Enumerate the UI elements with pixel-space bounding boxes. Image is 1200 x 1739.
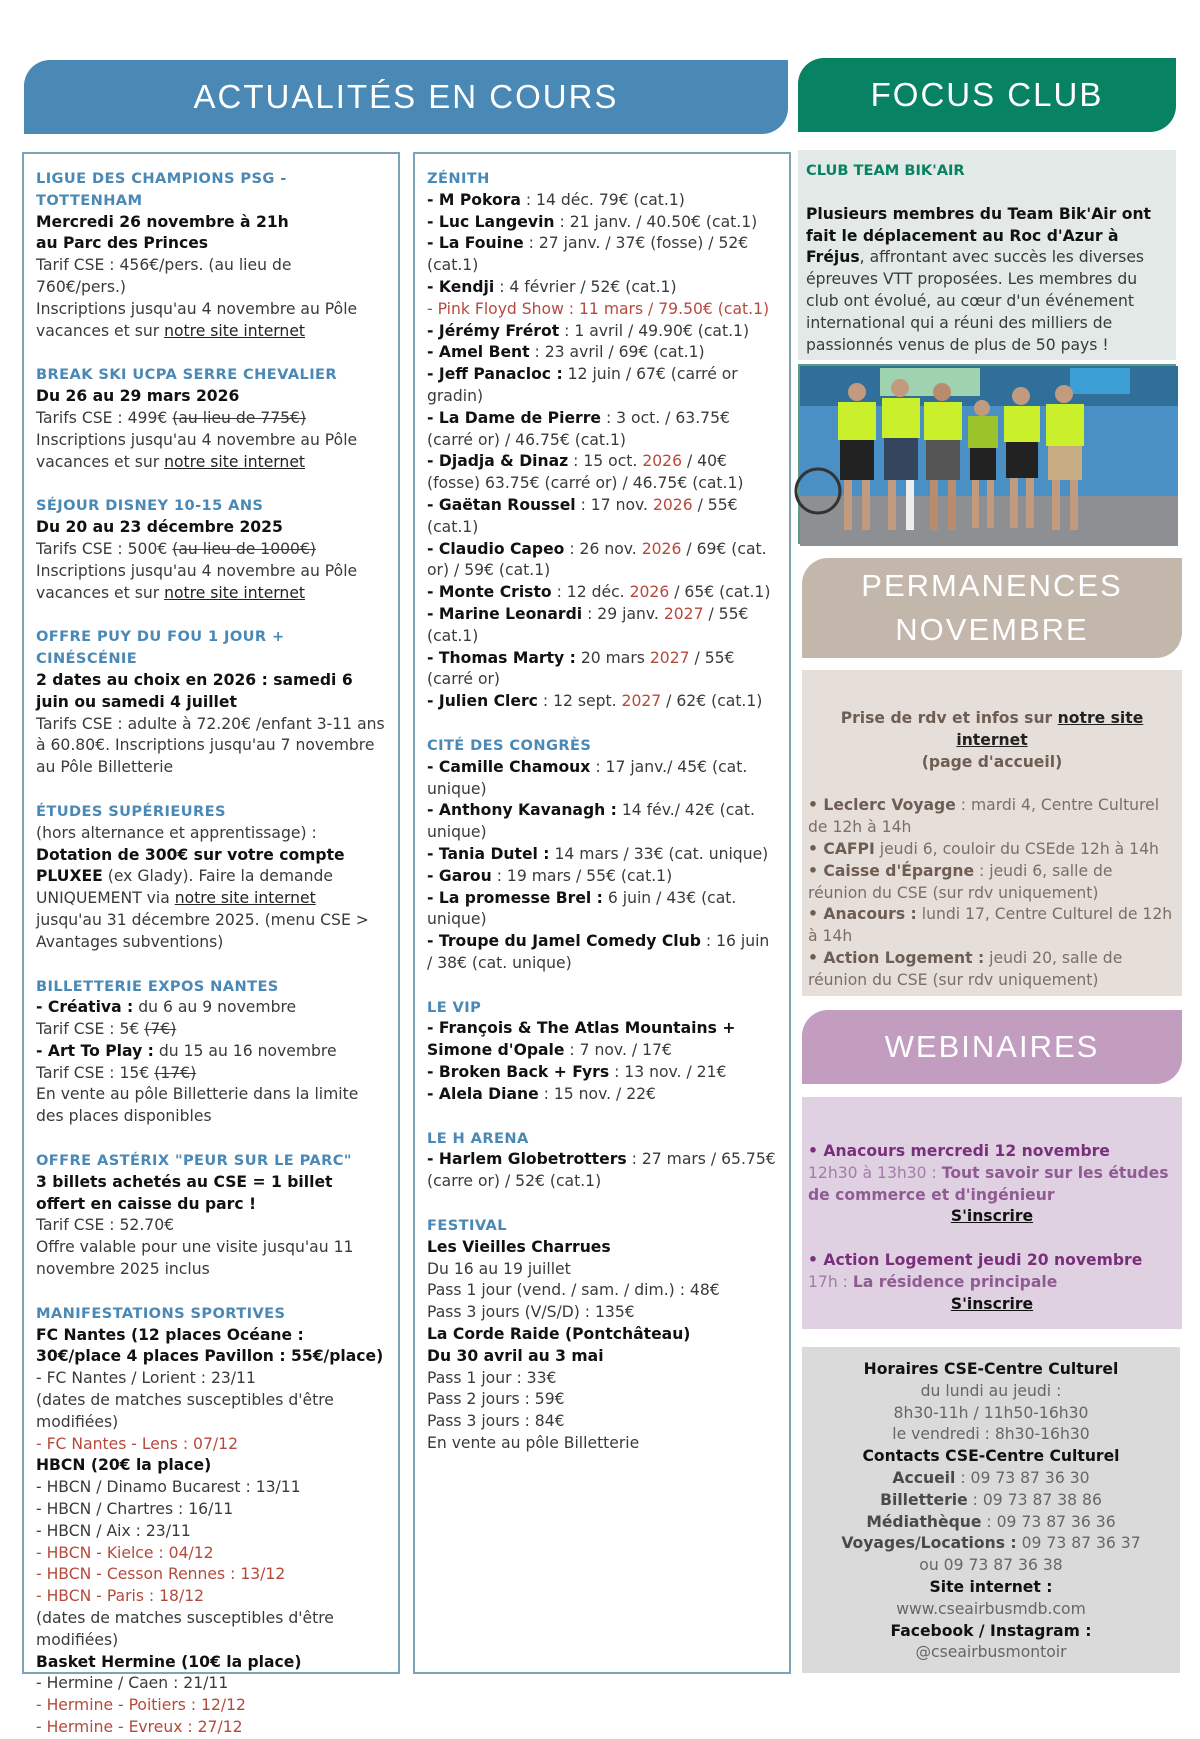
show-name: - Anthony Kavanagh : [427,801,617,820]
club-title: CLUB TEAM BIK'AIR [806,162,965,179]
show-item [427,299,777,321]
show-details: / 40€ (fosse) 63.75€ (carré or) / 46.75€ (cat.1) [427,452,744,493]
festival-pass: Pass 1 jour (vend. / sam. / dim.) : 48€ [427,1281,720,1300]
show-year: 2026 [642,452,682,471]
webinaires-list [808,1141,1176,1316]
show-details: : 12 sept. [537,692,622,711]
show-item [427,408,777,452]
show-details: : 26 nov. [564,539,642,558]
show-name: - M Pokora [427,190,521,209]
header-webinaires [802,1010,1182,1084]
show-name: - Troupe du Jamel Comedy Club [427,932,701,951]
details-text: (ex Glady). Faire la demande UNIQUEMENT via [36,867,333,908]
show-item [427,212,777,234]
show-name: - Alela Diane [427,1084,539,1103]
show-year: 2026 [652,495,693,514]
hours-title: Horaires CSE-Centre Culturel [863,1360,1119,1378]
permanences-box [802,670,1182,996]
festival-note: En vente au pôle Billetterie [427,1434,640,1453]
register-link[interactable]: S'inscrire [950,1207,1034,1226]
show-name: - Claudio Capeo [427,539,565,558]
match-note: (dates de matches susceptibles d'être modifiées) [36,1391,334,1431]
match-note: (dates de matches susceptibles d'être modifiées) [36,1609,334,1649]
news-column-1 [22,152,400,1736]
festival-pass: Pass 2 jours : 59€ [427,1390,565,1409]
social-handle[interactable]: @cseairbusmontoir [915,1643,1067,1662]
webinar-title: • Action Logement jeudi 20 novembre [808,1251,1143,1270]
match-item: - Hermine / Caen : 21/11 [36,1674,229,1693]
section-vip [427,997,777,1106]
section-title: CITÉ DES CONGRÈS [427,736,592,754]
show-details: : 15 oct. [568,452,643,471]
section-festival [427,1215,777,1455]
permanence-name: • Anacours : [808,905,917,924]
match-item: - HBCN / Chartres : 16/11 [36,1500,234,1519]
section-zenith [427,168,777,713]
match-item: - HBCN - Kielce : 04/12 [36,1543,214,1562]
festival-dates: Du 16 au 19 juillet [427,1259,571,1278]
permanence-details: jeudi 20, salle de réunion du CSE (sur rdv uniquement) [808,948,1123,989]
congres-list [427,757,777,975]
team-heading: FC Nantes (12 places Océane : 30€/place 4 places Pavillon : 55€/place) [36,1325,384,1366]
show-item [427,800,777,844]
show-details: : 17 janv./ 45€ (cat. unique) [427,757,748,798]
site-title: Site internet : [929,1577,1053,1596]
header-permanences-line2: NOVEMBRE [895,612,1089,647]
show-year: 2027 [663,604,704,623]
show-details: / 55€ (cat.1) [427,604,749,645]
show-details: : 14 déc. 79€ (cat.1) [520,190,685,209]
old-price: (au lieu de 775€) [172,408,307,427]
event-price: Tarifs CSE : 500€ [36,539,173,558]
event-subtitle: (hors alternance et apprentissage) : [36,823,317,842]
offer-text: 3 billets achetés au CSE = 1 billet offert en caisse du parc ! [36,1172,333,1213]
show-item [427,495,777,539]
site-link[interactable]: notre site internet [174,889,316,908]
event-date: Mercredi 26 novembre à 21h [36,212,289,231]
show-name: - Gaëtan Roussel [427,495,576,514]
permanence-item [808,948,1176,992]
event-price: Tarif CSE : 456€/pers. (au lieu de 760€/pers.) [36,256,292,296]
show-details: 6 juin / 43€ (cat. unique) [427,888,737,929]
details-text: jusqu'au 31 décembre 2025. (menu CSE > Avantages subventions) [36,910,369,951]
contact-phone: ou 09 73 87 36 38 [919,1556,1063,1575]
event-details: Tarifs CSE : adulte à 72.20€ /enfant 3-11 ans à 60.80€. Inscriptions jusqu'au 7 novembre au Pôle Billetterie [36,714,385,777]
event-place: au Parc des Princes [36,234,209,253]
show-name: - Tania Dutel : [427,844,550,863]
show-item [427,1062,777,1084]
contact-label: Accueil [892,1468,956,1487]
team-photo [798,364,1176,544]
contact-phone: : 09 73 87 36 30 [955,1468,1090,1487]
register-link[interactable]: S'inscrire [950,1294,1034,1313]
event-date: Du 20 au 23 décembre 2025 [36,518,283,537]
show-name: - François & The Atlas Mountains + Simone d'Opale [427,1019,736,1060]
match-item: - Hermine - Evreux : 27/12 [36,1718,243,1736]
show-details: : 7 nov. / 17€ [564,1041,672,1060]
show-item [427,844,777,866]
contacts-title: Contacts CSE-Centre Culturel [862,1447,1120,1466]
site-link[interactable]: notre site internet [164,452,306,471]
permanence-details: jeudi 6, couloir du CSEde 12h à 14h [874,839,1159,858]
site-link[interactable]: notre site internet [956,709,1144,749]
show-name: - Thomas Marty : [427,648,576,667]
section-title: OFFRE PUY DU FOU 1 JOUR + CINÉSCÉNIE [36,628,285,668]
webinar-title: • Anacours mercredi 12 novembre [808,1142,1110,1160]
show-item [427,1084,777,1106]
show-name: - Marine Leonardi [427,604,583,623]
permanence-item [808,861,1176,905]
show-name: - Camille Chamoux [427,757,591,776]
contact-phone: 09 73 87 36 37 [1016,1534,1141,1553]
show-details: : 23 avril / 69€ (cat.1) [529,343,705,362]
show-details: : 4 février / 52€ (cat.1) [494,277,677,296]
section-title: BILLETTERIE EXPOS NANTES [36,977,279,995]
intro-text: Prise de rdv et infos sur [840,709,1058,727]
show-item [427,539,777,583]
match-item: - HBCN / Dinamo Bucarest : 13/11 [36,1478,301,1497]
section-title: LE H ARENA [427,1129,529,1147]
webinar-item [808,1141,1176,1228]
show-details: 14 fév./ 42€ (cat. unique) [427,801,755,842]
show-item [427,604,777,648]
contact-phone: : 09 73 87 36 36 [981,1512,1116,1531]
expo-name: - Art To Play : [36,1041,154,1060]
show-details: : 29 janv. [582,604,664,623]
section-title: ZÉNITH [427,170,490,187]
old-price: (7€) [144,1020,177,1039]
show-details: : 12 déc. [551,583,630,602]
expo-date: du 15 au 16 novembre [153,1041,337,1060]
club-text: , affrontant avec succès les diverses épreuves VTT proposées. Les membres du club ont évolué, au cœur d'un événement international qui a réuni des milliers de passionnés venus de plus de 50 pays ! [806,248,1145,354]
section-asterix [36,1150,386,1281]
section-title: MANIFESTATIONS SPORTIVES [36,1304,286,1322]
show-name: - Julien Clerc [427,692,538,711]
section-title: LIGUE DES CHAMPIONS PSG - TOTTENHAM [36,170,287,209]
expo-price: Tarif CSE : 5€ [36,1020,145,1039]
header-focus-club [798,58,1176,132]
dotation-text: Dotation de 300€ sur votre compte PLUXEE [36,845,345,886]
header-focus-title: FOCUS CLUB [870,76,1104,113]
header-permanences-line1: PERMANENCES [861,568,1123,603]
webinar-item [808,1250,1176,1315]
show-details: 12 juin / 67€ (carré or gradin) [427,365,738,405]
show-details: 20 mars [575,648,650,667]
team-heading: Basket Hermine (10€ la place) [36,1652,302,1671]
show-item [427,321,777,343]
match-item: - HBCN - Cesson Rennes : 13/12 [36,1565,286,1584]
webinar-subject: Tout savoir sur les études de commerce et d'ingénieur [808,1163,1169,1204]
show-details: - Pink Floyd Show : 11 mars / 79.50€ (cat.1) [427,299,770,318]
webinaires-box [802,1097,1182,1329]
show-item [427,866,777,888]
show-details: / 62€ (cat.1) [661,692,763,711]
show-item [427,342,777,364]
show-year: 2027 [621,692,662,711]
header-actualites [24,60,788,134]
permanence-item [808,795,1176,839]
show-name: - Kendji [427,277,495,296]
contact-label: Voyages/Locations : [841,1534,1017,1553]
show-details: : 15 nov. / 22€ [538,1084,656,1103]
show-year: 2026 [629,583,670,602]
hours-line: 8h30-11h / 11h50-16h30 [893,1403,1089,1422]
section-disney [36,495,386,604]
event-price: Tarif CSE : 52.70€ [36,1216,175,1235]
old-price: (17€) [154,1063,197,1082]
site-link[interactable]: notre site internet [164,321,306,340]
permanences-list [808,795,1176,991]
show-item [427,451,777,495]
match-item: - Hermine - Poitiers : 12/12 [36,1696,246,1715]
show-details: : 17 nov. [575,495,653,514]
show-name: - La promesse Brel : [427,888,603,907]
intro-text: (page d'accueil) [921,752,1063,771]
expo-note: En vente au pôle Billetterie dans la limite des places disponibles [36,1085,359,1126]
section-title: ÉTUDES SUPÉRIEURES [36,802,226,820]
webinar-details [808,1272,1176,1294]
show-details: 14 mars / 33€ (cat. unique) [549,844,769,863]
show-item [427,691,777,713]
show-details: / 65€ (cat.1) [669,583,771,602]
event-date: Du 26 au 29 mars 2026 [36,387,240,406]
news-column-2 [413,152,791,1674]
show-name: - Broken Back + Fyrs [427,1063,610,1082]
show-name: - Harlem Globetrotters [427,1150,627,1169]
section-title: LE VIP [427,998,482,1016]
match-item: - HBCN - Paris : 18/12 [36,1587,205,1606]
show-item [427,757,777,801]
header-permanences [802,558,1182,658]
show-name: - Garou [427,866,492,885]
site-url[interactable]: www.cseairbusmdb.com [896,1599,1086,1618]
section-title: BREAK SKI UCPA SERRE CHEVALIER [36,366,338,384]
section-ski [36,364,386,473]
match-item: - FC Nantes - Lens : 07/12 [36,1434,238,1453]
show-details: : 27 janv. / 37€ (fosse) / 52€ (cat.1) [427,234,749,275]
show-details: : 1 avril / 49.90€ (cat.1) [559,321,750,340]
event-price: Tarifs CSE : 499€ [36,408,173,427]
section-expos [36,976,386,1129]
social-title: Facebook / Instagram : [890,1621,1092,1640]
section-sports [36,1303,386,1739]
show-name: - Jeff Panacloc : [427,365,563,384]
show-name: - Jérémy Frérot [427,321,560,340]
section-puydufou [36,626,386,779]
inscription-text: Inscriptions jusqu'au 4 novembre au Pôle vacances et sur [36,561,358,602]
festival-pass: Pass 1 jour : 33€ [427,1368,557,1387]
contact-label: Billetterie [880,1490,968,1509]
contact-label: Médiathèque [866,1512,982,1531]
show-item [427,931,777,975]
team-photo-image [800,366,1178,546]
show-details: / 69€ (cat. or) / 59€ (cat.1) [427,539,767,580]
show-item [427,648,777,692]
show-details: : 21 janv. / 40.50€ (cat.1) [554,212,758,231]
hours-line: du lundi au jeudi : [920,1381,1062,1400]
vip-list [427,1018,777,1105]
permanence-name: • Action Logement : [808,948,985,967]
header-webinaires-title: WEBINAIRES [884,1029,1100,1064]
festival-name: La Corde Raide (Pontchâteau) [427,1325,691,1344]
permanence-name: • CAFPI [808,839,875,858]
show-details: : 13 nov. / 21€ [609,1063,727,1082]
match-item: - FC Nantes / Lorient : 23/11 [36,1369,256,1388]
section-title: FESTIVAL [427,1217,507,1235]
permanence-name: • Caisse d'Épargne [808,861,975,880]
event-date: 2 dates au choix en 2026 : samedi 6 juin ou samedi 4 juillet [36,670,353,711]
show-item [427,233,777,277]
webinar-time: 12h30 à 13h30 : [808,1163,942,1182]
permanence-item [808,904,1176,948]
section-title: SÉJOUR DISNEY 10-15 ANS [36,497,264,515]
show-item [427,888,777,932]
festival-pass: Pass 3 jours : 84€ [427,1412,565,1431]
permanence-name: • Leclerc Voyage [808,796,956,815]
contact-info-box [802,1347,1180,1673]
show-item [427,364,777,408]
permanence-details: : mardi 4, Centre Culturel de 12h à 14h [808,796,1160,837]
zenith-list [427,190,777,713]
old-price: (au lieu de 1000€) [172,539,316,558]
show-details: / 55€ (cat.1) [427,495,738,536]
expo-price: Tarif CSE : 15€ [36,1063,155,1082]
show-item [427,1018,777,1062]
expo-date: du 6 au 9 novembre [133,998,297,1017]
webinar-subject: La résidence principale [852,1272,1058,1291]
festival-dates: Du 30 avril au 3 mai [427,1346,604,1365]
show-item [427,190,777,212]
section-title: OFFRE ASTÉRIX "PEUR SUR LE PARC" [36,1152,352,1170]
show-name: - La Dame de Pierre [427,408,601,427]
focus-club-box [798,150,1176,360]
match-item: - HBCN / Aix : 23/11 [36,1521,191,1540]
show-details: / 55€ (carré or) [427,648,735,689]
section-harena [427,1128,777,1193]
permanence-item [808,839,1176,861]
show-details: : 19 mars / 55€ (cat.1) [491,866,673,885]
show-details: : 3 oct. / 63.75€ (carré or) / 46.75€ (cat.1) [427,408,730,449]
festival-name: Les Vieilles Charrues [427,1237,611,1256]
show-details: : 27 mars / 65.75€ (carre or) / 52€ (cat.1) [427,1150,776,1191]
inscription-text: Inscriptions jusqu'au 4 novembre au Pôle vacances et sur [36,430,358,471]
webinar-time: 17h : [808,1272,853,1291]
header-actualites-title: ACTUALITÉS EN COURS [193,78,619,115]
site-link[interactable]: notre site internet [164,583,306,602]
show-item [427,582,777,604]
show-name: - Djadja & Dinaz [427,452,569,471]
section-congres [427,735,777,975]
expo-name: - Créativa : [36,998,134,1017]
club-highlight: Plusieurs membres du Team Bik'Air ont fait le déplacement au Roc d'Azur à Fréjus [806,204,1152,267]
show-year: 2026 [641,539,682,558]
show-details: : 16 juin / 38€ (cat. unique) [427,932,770,972]
team-heading: HBCN (20€ la place) [36,1456,212,1475]
webinar-details [808,1163,1176,1207]
show-name: - Monte Cristo [427,583,552,602]
contact-phone: : 09 73 87 38 86 [967,1490,1102,1509]
show-name: - La Fouine [427,234,524,253]
permanences-intro [808,708,1176,773]
show-year: 2027 [649,648,690,667]
hours-line: le vendredi : 8h30-16h30 [892,1425,1090,1444]
show-name: - Luc Langevin [427,212,555,231]
section-etudes [36,801,386,954]
permanence-details: lundi 17, Centre Culturel de 12h à 14h [808,905,1173,946]
section-psg [36,168,386,342]
show-name: - Amel Bent [427,343,530,362]
show-item [427,277,777,299]
offer-note: Offre valable pour une visite jusqu'au 11 novembre 2025 inclus [36,1238,354,1279]
permanence-details: : jeudi 6, salle de réunion du CSE (sur rdv uniquement) [808,861,1113,902]
inscription-text: Inscriptions jusqu'au 4 novembre au Pôle vacances et sur [36,299,358,340]
festival-pass: Pass 3 jours (V/S/D) : 135€ [427,1303,635,1322]
